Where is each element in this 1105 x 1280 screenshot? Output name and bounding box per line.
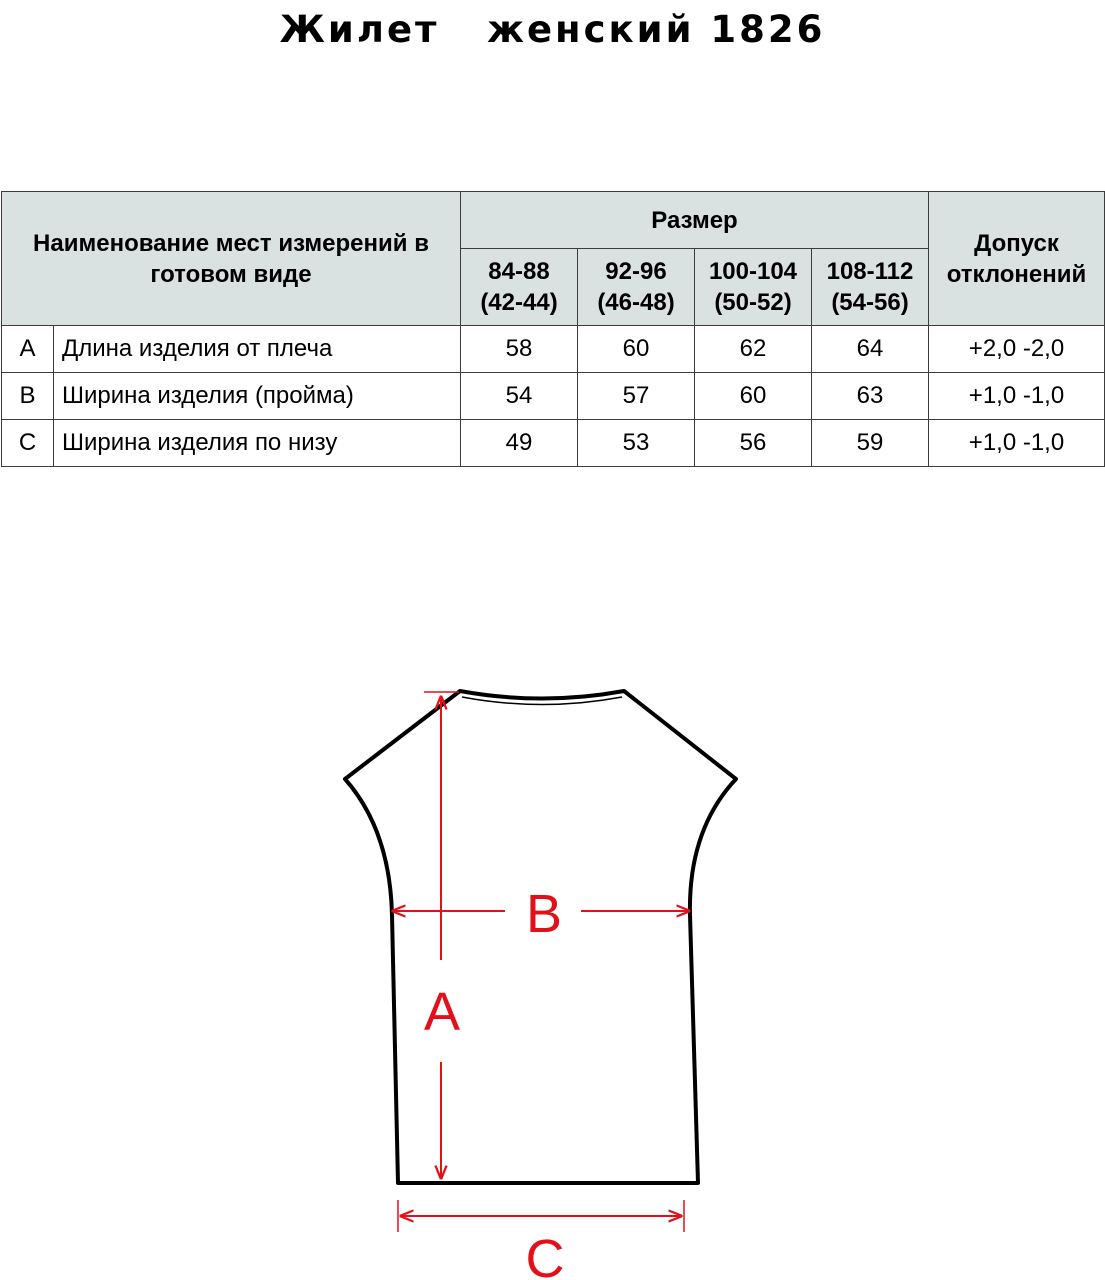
row-value: 57 <box>578 373 695 420</box>
size-ru: (50-52) <box>714 289 792 316</box>
row-value: 49 <box>461 420 578 467</box>
row-name: Ширина изделия по низу <box>54 420 461 467</box>
row-value: 64 <box>812 326 929 373</box>
row-tolerance: +1,0 -1,0 <box>929 373 1105 420</box>
size-group-header: Размер <box>461 192 929 249</box>
size-ru: (42-44) <box>480 289 558 316</box>
row-value: 62 <box>695 326 812 373</box>
tolerance-header: Допуск отклонений <box>929 192 1105 326</box>
row-letter: C <box>2 420 54 467</box>
size-ru: (54-56) <box>831 289 909 316</box>
size-range: 100-104 <box>708 258 798 285</box>
row-name: Длина изделия от плеча <box>54 326 461 373</box>
row-name: Ширина изделия (пройма) <box>54 373 461 420</box>
measure-c <box>398 1200 684 1280</box>
row-value: 56 <box>695 420 812 467</box>
size-range: 84-88 <box>488 258 550 285</box>
label-b: B <box>525 884 563 944</box>
row-tolerance: +2,0 -2,0 <box>929 326 1105 373</box>
row-value: 59 <box>812 420 929 467</box>
row-value: 63 <box>812 373 929 420</box>
row-value: 58 <box>461 326 578 373</box>
row-value: 60 <box>578 326 695 373</box>
row-value: 54 <box>461 373 578 420</box>
row-letter: A <box>2 326 54 373</box>
row-value: 53 <box>578 420 695 467</box>
row-tolerance: +1,0 -1,0 <box>929 420 1105 467</box>
measure-b <box>393 884 689 944</box>
size-range: 108-112 <box>826 258 914 285</box>
size-range: 92-96 <box>605 258 667 285</box>
measurement-name-header: Наименование мест измерений в готовом виде <box>2 192 461 326</box>
label-c: C <box>525 1229 565 1280</box>
measure-a <box>424 692 460 1178</box>
page-title: Жилет женский 1826 <box>279 8 826 51</box>
row-value: 60 <box>695 373 812 420</box>
size-ru: (46-48) <box>597 289 675 316</box>
row-letter: B <box>2 373 54 420</box>
label-a: A <box>423 982 461 1042</box>
